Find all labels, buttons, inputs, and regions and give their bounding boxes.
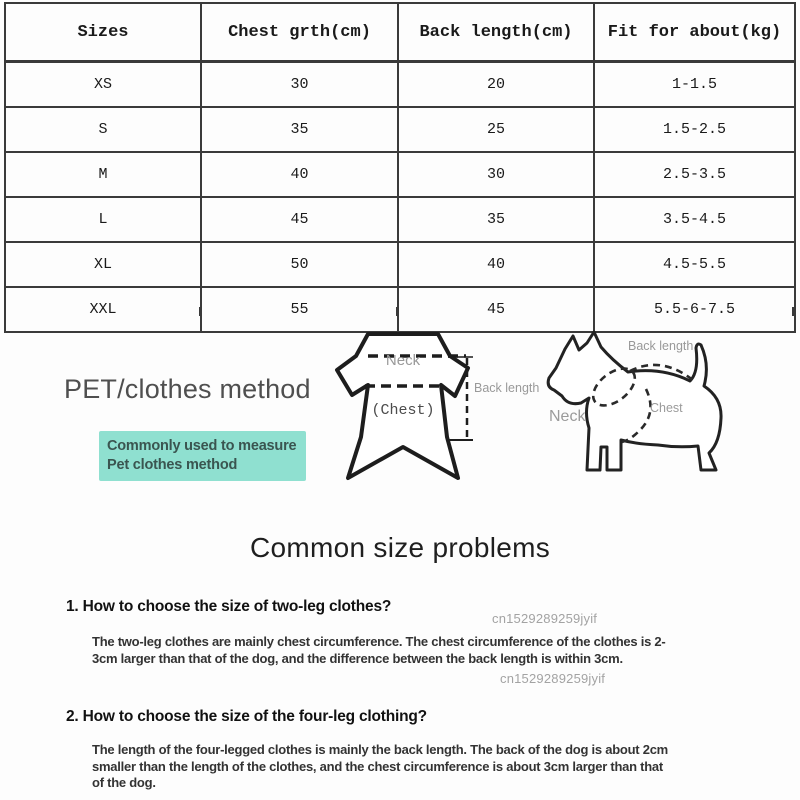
size-table-cell: 30 <box>398 152 594 197</box>
table-cut-stub <box>4 307 6 316</box>
size-table-cell: 40 <box>398 242 594 287</box>
watermark: cn1529289259jyif <box>492 611 598 626</box>
size-table-header-cell: Back length(cm) <box>398 3 594 62</box>
size-table-cell: 4.5-5.5 <box>594 242 795 287</box>
size-table-cell: 2.5-3.5 <box>594 152 795 197</box>
size-table-cell: L <box>5 197 201 242</box>
size-table-cell: 30 <box>201 62 398 108</box>
size-table-header-cell: Chest grth(cm) <box>201 3 398 62</box>
size-table-row <box>5 242 795 287</box>
size-table-cell: 50 <box>201 242 398 287</box>
size-table-header-row <box>5 3 795 62</box>
size-table-cell: 45 <box>201 197 398 242</box>
size-table <box>4 2 796 333</box>
size-table-row <box>5 197 795 242</box>
watermark: cn1529289259jyif <box>500 671 606 686</box>
measure-note <box>99 431 306 481</box>
size-table-cell: S <box>5 107 201 152</box>
garment-chest-label: (Chest) <box>371 402 435 419</box>
size-table-cell: 1.5-2.5 <box>594 107 795 152</box>
table-cut-stub <box>199 307 201 316</box>
answer-2: The length of the four-legged clothes is mainly the back length. The back of the dog is about 2cm smaller than the length of the clothes, and the chest circumference is about 3cm larger than that of the dog. <box>92 742 668 790</box>
measure-note-line1: Commonly used to measure <box>107 438 297 454</box>
size-table-cell: M <box>5 152 201 197</box>
size-table-cell: 45 <box>398 287 594 332</box>
size-table-cell: 35 <box>398 197 594 242</box>
size-table-cell: 3.5-4.5 <box>594 197 795 242</box>
size-table-cell: 1-1.5 <box>594 62 795 108</box>
answer-1: The two-leg clothes are mainly chest circumference. The chest circumference of the clothes is 2-3cm larger than that of the dog, and the difference between the back length is within 3cm. <box>92 634 666 666</box>
size-table-cell: 55 <box>201 287 398 332</box>
size-table-cell: 25 <box>398 107 594 152</box>
size-table-cell: 35 <box>201 107 398 152</box>
size-table-cell: 20 <box>398 62 594 108</box>
question-2: 2. How to choose the size of the four-leg clothing? <box>66 708 427 725</box>
measure-note-line2: Pet clothes method <box>107 456 238 473</box>
garment-diagram-illustration <box>337 334 539 478</box>
garment-backlength-label: Back length <box>474 381 540 395</box>
size-table-cell: 40 <box>201 152 398 197</box>
size-table-header-cell: Fit for about(kg) <box>594 3 795 62</box>
size-table-row <box>5 62 795 108</box>
size-table-cell: XL <box>5 242 201 287</box>
size-table-cell: XXL <box>5 287 201 332</box>
garment-neck-label: Neck <box>385 352 421 369</box>
size-table-row <box>5 107 795 152</box>
measure-diagrams <box>320 308 800 520</box>
size-table-row <box>5 152 795 197</box>
measure-section-title: PET/clothes method <box>64 374 311 404</box>
size-table-cell: XS <box>5 62 201 108</box>
dog-neck-label: Neck <box>549 408 586 425</box>
dog-diagram-illustration <box>548 332 721 470</box>
question-1: 1. How to choose the size of two-leg clothes? <box>66 598 392 615</box>
dog-backlength-label: Back length <box>628 339 694 353</box>
problems-section-title: Common size problems <box>249 532 551 563</box>
size-table-body <box>5 62 795 333</box>
size-table-cell: 5.5-6-7.5 <box>594 287 795 332</box>
size-table-header-cell: Sizes <box>5 3 201 62</box>
dog-chest-label: Chest <box>650 401 683 415</box>
